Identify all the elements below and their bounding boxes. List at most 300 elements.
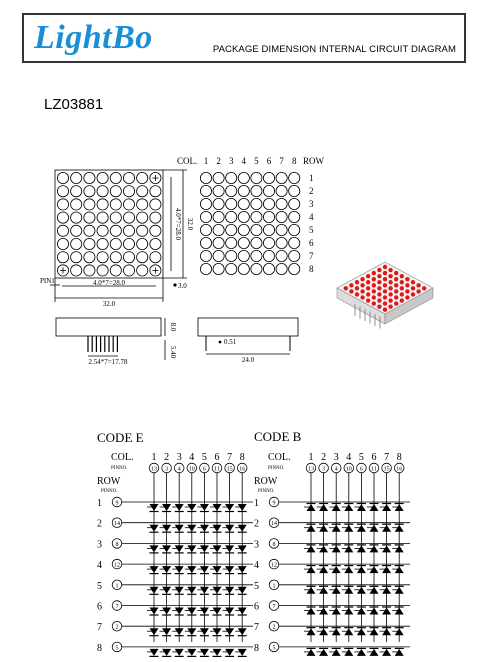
front-led-dot [71, 225, 82, 236]
circuit-led-diode [332, 649, 341, 656]
layout-row-number: 2 [309, 186, 314, 196]
layout-led-dot [226, 211, 237, 222]
front-led-dot [84, 199, 95, 210]
iso-led-dot [349, 289, 353, 293]
circuit-row-pin-number: 9 [115, 500, 119, 507]
circuit-pinno-label: PINNO. [101, 489, 118, 494]
layout-col-number: 8 [291, 156, 297, 166]
iso-led-dot [394, 277, 398, 281]
layout-led-dot [289, 263, 300, 274]
layout-led-dot [213, 198, 224, 209]
front-led-dot [110, 199, 121, 210]
circuit-row-pin-number: 7 [272, 604, 276, 610]
iso-led-dot [416, 289, 420, 293]
circuit-led-diode [162, 566, 171, 573]
layout-led-dot [251, 198, 262, 209]
circuit-led-diode [162, 649, 171, 656]
circuit-led-diode [175, 545, 184, 552]
layout-row-number: 6 [309, 238, 314, 248]
circuit-led-diode [162, 545, 171, 552]
circuit-col-pin-number: 10 [188, 466, 195, 473]
circuit-led-diode [225, 566, 234, 573]
layout-led-dot [213, 185, 224, 196]
circuit-col-number: 2 [164, 452, 170, 463]
circuit-col-label: COL. [111, 452, 134, 463]
circuit-led-diode [319, 608, 328, 615]
front-led-dot [123, 172, 134, 183]
circuit-col-number: 2 [321, 452, 327, 463]
dim-total-label: 32.0 [102, 300, 116, 308]
iso-led-dot [411, 280, 415, 284]
iso-led-dot [372, 289, 376, 293]
circuit-led-diode [175, 608, 184, 615]
pin1-label: PIN1 [40, 277, 55, 285]
layout-row-number: 8 [309, 264, 314, 274]
layout-row-number: 4 [309, 212, 314, 222]
circuit-led-diode [200, 608, 209, 615]
iso-top-face [337, 262, 433, 314]
circuit-led-diode [332, 525, 341, 532]
iso-led-dot [372, 283, 376, 287]
front-led-dot [123, 186, 134, 197]
layout-led-dot [200, 198, 211, 209]
iso-led-dot [400, 292, 404, 296]
circuit-led-diode [213, 504, 222, 511]
circuit-row-number: 2 [254, 518, 259, 530]
circuit-led-diode [332, 545, 341, 552]
circuit-col-pin-number: 13 [308, 466, 314, 473]
front-led-dot [97, 212, 108, 223]
layout-led-dot [251, 211, 262, 222]
iso-led-dot [366, 298, 370, 302]
circuit-led-diode [332, 566, 341, 573]
dim-width-label: 4.0*7=28.0 [93, 279, 125, 287]
layout-led-dot [238, 172, 249, 183]
layout-led-dot [238, 198, 249, 209]
circuit-pinno-label: PINNO. [111, 466, 128, 471]
circuit-led-diode [395, 525, 404, 532]
circuit-row-number: 1 [254, 498, 259, 509]
front-led-dot [150, 199, 161, 210]
circuit-col-number: 1 [308, 452, 314, 463]
circuit-row-number: 8 [97, 642, 102, 654]
layout-led-dot [276, 224, 287, 235]
front-led-dot [137, 238, 148, 249]
front-led-dot [150, 186, 161, 197]
iso-led-dot [366, 280, 370, 284]
layout-led-dot [238, 263, 249, 274]
iso-led-dot [394, 289, 398, 293]
iso-led-dot [383, 301, 387, 305]
circuit-title: CODE B [254, 429, 302, 444]
iso-led-dot [400, 286, 404, 290]
circuit-row-pin-number: 7 [115, 604, 119, 610]
circuit-led-diode [307, 566, 316, 573]
iso-led-dot [405, 289, 409, 293]
circuit-led-diode [238, 504, 247, 511]
iso-led-dot [344, 286, 348, 290]
front-led-dot [137, 199, 148, 210]
iso-led-dot [394, 283, 398, 287]
circuit-led-diode [382, 608, 391, 615]
circuit-row-number: 3 [97, 539, 102, 551]
circuit-led-diode [370, 525, 379, 532]
circuit-led-diode [238, 628, 247, 635]
front-led-dot [97, 265, 108, 276]
circuit-col-pin-number: 3 [165, 466, 169, 473]
circuit-row-pin-number: 5 [115, 645, 119, 652]
circuit-led-diode [382, 587, 391, 594]
layout-led-dot [251, 185, 262, 196]
circuit-row-pin-number: 1 [115, 583, 119, 590]
front-led-dot [137, 265, 148, 276]
layout-led-dot [213, 172, 224, 183]
layout-led-dot [251, 250, 262, 261]
circuit-led-diode [319, 566, 328, 573]
iso-led-dot [377, 286, 381, 290]
circuit-led-diode [200, 649, 209, 656]
circuit-led-diode [187, 628, 196, 635]
circuit-row-number: 5 [254, 580, 259, 592]
circuit-led-diode [319, 587, 328, 594]
front-led-dot [110, 225, 121, 236]
front-led-dot [97, 186, 108, 197]
circuit-col-pin-number: 3 [322, 466, 326, 473]
led-dia-marker [173, 283, 176, 286]
front-led-dot [137, 186, 148, 197]
circuit-led-diode [307, 608, 316, 615]
end-view-body [198, 318, 298, 336]
front-led-dot [150, 252, 161, 263]
front-led-dot [84, 252, 95, 263]
circuit-led-diode [344, 649, 353, 656]
circuit-led-diode [332, 587, 341, 594]
circuit-led-diode [370, 504, 379, 511]
iso-led-dot [388, 292, 392, 296]
circuit-led-diode [395, 649, 404, 656]
dim-height-total-label: 32.0 [186, 217, 194, 231]
circuit-led-diode [162, 587, 171, 594]
circuit-col-number: 7 [384, 452, 390, 463]
brand-logo: LightBo [34, 19, 153, 56]
circuit-led-diode [162, 608, 171, 615]
front-led-dot [57, 212, 68, 223]
iso-led-dot [383, 265, 387, 269]
layout-led-dot [200, 237, 211, 248]
circuit-led-diode [307, 628, 316, 635]
circuit-led-diode [175, 587, 184, 594]
front-led-dot [137, 252, 148, 263]
circuit-led-diode [187, 504, 196, 511]
front-led-dot [84, 225, 95, 236]
front-led-dot [71, 186, 82, 197]
iso-led-dot [366, 286, 370, 290]
iso-led-dot [377, 274, 381, 278]
circuit-led-diode [307, 545, 316, 552]
layout-led-dot [200, 172, 211, 183]
circuit-led-diode [225, 628, 234, 635]
circuit-led-diode [213, 566, 222, 573]
circuit-col-pin-number: 15 [383, 466, 390, 473]
circuit-col-number: 5 [358, 452, 364, 463]
circuit-row-pin-number: 14 [271, 521, 277, 528]
front-led-dot [57, 252, 68, 263]
layout-led-dot [263, 172, 274, 183]
iso-led-dot [388, 274, 392, 278]
front-led-dot [123, 225, 134, 236]
layout-led-dot [238, 250, 249, 261]
front-led-dot [123, 265, 134, 276]
circuit-col-pin-number: 6 [359, 466, 363, 473]
circuit-led-diode [370, 649, 379, 656]
circuit-row-number: 2 [97, 518, 102, 530]
layout-led-dot [200, 211, 211, 222]
circuit-led-diode [225, 649, 234, 656]
layout-led-dot [276, 198, 287, 209]
circuit-col-number: 6 [371, 452, 377, 463]
dim-height-label: 4.0*7=28.0 [174, 208, 182, 240]
circuit-col-number: 8 [239, 452, 245, 463]
circuit-led-diode [150, 525, 159, 532]
circuit-row-label: ROW [97, 476, 121, 487]
circuit-led-diode [150, 649, 159, 656]
layout-led-dot [226, 237, 237, 248]
circuit-row-number: 4 [97, 560, 102, 572]
circuit-row-label: ROW [254, 476, 278, 487]
iso-led-dot [355, 286, 359, 290]
front-led-dot [110, 186, 121, 197]
circuit-col-number: 4 [346, 452, 352, 463]
circuit-led-diode [319, 628, 328, 635]
layout-col-number: 3 [228, 156, 234, 166]
circuit-led-diode [200, 628, 209, 635]
header-title: PACKAGE DIMENSION INTERNAL CIRCUIT DIAGRAM [212, 44, 456, 55]
front-led-dot [110, 265, 121, 276]
iso-led-dot [388, 304, 392, 308]
circuit-led-diode [238, 587, 247, 594]
circuit-led-diode [370, 566, 379, 573]
iso-led-dot [366, 292, 370, 296]
iso-led-dot [349, 283, 353, 287]
iso-led-dot [388, 286, 392, 290]
circuit-row-pin-number: 8 [272, 541, 276, 548]
layout-led-dot [238, 224, 249, 235]
isometric-module [337, 262, 433, 329]
circuit-row-number: 1 [97, 498, 102, 509]
part-number: LZ03881 [44, 96, 104, 113]
iso-led-dot [383, 271, 387, 275]
front-led-dot [110, 212, 121, 223]
circuit-led-diode [187, 566, 196, 573]
circuit-led-diode [382, 545, 391, 552]
front-led-dot [97, 252, 108, 263]
layout-led-dot [276, 185, 287, 196]
circuit-led-diode [395, 628, 404, 635]
circuit-led-diode [238, 525, 247, 532]
iso-led-dot [377, 292, 381, 296]
circuit-col-number: 1 [151, 452, 157, 463]
layout-led-dot [200, 185, 211, 196]
circuit-led-diode [150, 587, 159, 594]
iso-led-dot [383, 277, 387, 281]
iso-led-dot [383, 289, 387, 293]
circuit-led-diode [200, 525, 209, 532]
iso-led-dot [377, 268, 381, 272]
circuit-led-diode [213, 649, 222, 656]
layout-led-dot [226, 224, 237, 235]
circuit-row-number: 5 [97, 580, 102, 592]
front-led-dot [71, 172, 82, 183]
layout-led-dot [226, 250, 237, 261]
circuit-led-diode [319, 649, 328, 656]
circuit-row-pin-number: 14 [114, 521, 120, 528]
iso-led-dot [355, 292, 359, 296]
circuit-led-diode [357, 649, 366, 656]
circuit-led-diode [307, 649, 316, 656]
iso-led-dot [372, 295, 376, 299]
front-led-dot [110, 238, 121, 249]
circuit-col-number: 3 [333, 452, 339, 463]
layout-led-dot [213, 224, 224, 235]
circuit-col-number: 4 [189, 452, 195, 463]
iso-led-dot [383, 295, 387, 299]
layout-led-dot [200, 250, 211, 261]
iso-led-dot [383, 283, 387, 287]
layout-led-dot [289, 224, 300, 235]
layout-col-number: 1 [203, 156, 209, 166]
circuit-led-diode [238, 649, 247, 656]
circuit-led-diode [344, 545, 353, 552]
iso-led-dot [405, 283, 409, 287]
circuit-led-diode [319, 545, 328, 552]
layout-row-number: 5 [309, 225, 314, 235]
circuit-col-pin-number: 16 [239, 466, 246, 473]
circuit-led-diode [213, 587, 222, 594]
circuit-led-diode [213, 525, 222, 532]
circuit-led-diode [150, 566, 159, 573]
layout-col-number: 4 [241, 156, 247, 166]
circuit-led-diode [225, 525, 234, 532]
iso-led-dot [372, 277, 376, 281]
front-led-dot [123, 212, 134, 223]
circuit-row-pin-number: 5 [272, 645, 276, 652]
iso-led-dot [360, 277, 364, 281]
front-led-dot [110, 252, 121, 263]
circuit-led-diode [200, 566, 209, 573]
front-led-dot [71, 252, 82, 263]
circuit-row-pin-number: 2 [272, 624, 276, 631]
front-view-outline [55, 170, 163, 278]
circuit-led-diode [162, 628, 171, 635]
layout-led-dot [289, 237, 300, 248]
circuit-pinno-label: PINNO. [258, 489, 275, 494]
layout-led-dot [289, 198, 300, 209]
iso-led-dot [388, 268, 392, 272]
layout-led-dot [263, 237, 274, 248]
circuit-led-diode [175, 504, 184, 511]
layout-led-dot [276, 172, 287, 183]
circuit-led-diode [382, 504, 391, 511]
layout-led-dot [263, 198, 274, 209]
layout-col-number: 6 [266, 156, 272, 166]
circuit-led-diode [370, 628, 379, 635]
layout-led-dot [263, 224, 274, 235]
iso-led-dot [377, 298, 381, 302]
circuit-row-pin-number: 1 [272, 583, 276, 590]
iso-led-dot [405, 295, 409, 299]
circuit-row-pin-number: 8 [115, 541, 119, 548]
layout-led-dot [276, 237, 287, 248]
circuit-led-diode [307, 587, 316, 594]
layout-led-dot [238, 237, 249, 248]
circuit-col-number: 8 [396, 452, 402, 463]
circuit-led-diode [382, 628, 391, 635]
iso-led-dot [400, 298, 404, 302]
circuit-row-number: 7 [97, 622, 102, 634]
circuit-pinno-label: PINNO. [268, 466, 285, 471]
layout-led-dot [200, 263, 211, 274]
front-led-dot [123, 238, 134, 249]
iso-led-dot [377, 304, 381, 308]
layout-led-dot [213, 250, 224, 261]
layout-led-dot [213, 263, 224, 274]
circuit-led-diode [162, 504, 171, 511]
pin-dia-marker [219, 341, 222, 344]
layout-led-dot [226, 198, 237, 209]
circuit-led-diode [187, 525, 196, 532]
circuit-title: CODE E [97, 430, 144, 445]
circuit-led-diode [150, 608, 159, 615]
circuit-row-number: 3 [254, 539, 259, 551]
layout-col-label: COL. [177, 156, 198, 166]
end-width-label: 24.0 [241, 356, 255, 364]
circuit-row-number: 8 [254, 642, 259, 654]
circuit-led-diode [382, 566, 391, 573]
layout-led-dot [251, 224, 262, 235]
circuit-led-diode [357, 608, 366, 615]
iso-led-dot [388, 280, 392, 284]
iso-led-dot [360, 283, 364, 287]
iso-led-dot [405, 277, 409, 281]
circuit-led-diode [187, 587, 196, 594]
layout-row-number: 3 [309, 199, 314, 209]
circuit-col-pin-number: 4 [334, 466, 338, 473]
layout-led-dot [276, 263, 287, 274]
circuit-led-diode [213, 608, 222, 615]
layout-led-dot [263, 250, 274, 261]
circuit-led-diode [395, 566, 404, 573]
front-led-dot [97, 225, 108, 236]
iso-led-dot [400, 280, 404, 284]
circuit-led-diode [175, 566, 184, 573]
iso-led-dot [388, 298, 392, 302]
circuit-row-pin-number: 12 [114, 562, 120, 569]
layout-led-dot [251, 172, 262, 183]
circuit-row-number: 6 [97, 601, 102, 613]
circuit-row-number: 6 [254, 601, 259, 613]
circuit-led-diode [357, 525, 366, 532]
front-led-dot [71, 238, 82, 249]
circuit-col-pin-number: 4 [177, 466, 181, 473]
iso-led-dot [411, 292, 415, 296]
iso-led-dot [394, 301, 398, 305]
circuit-led-diode [187, 545, 196, 552]
front-led-dot [84, 186, 95, 197]
front-led-dot [123, 252, 134, 263]
layout-row-number: 7 [309, 251, 314, 261]
circuit-led-diode [150, 545, 159, 552]
side-view-body [56, 318, 161, 336]
